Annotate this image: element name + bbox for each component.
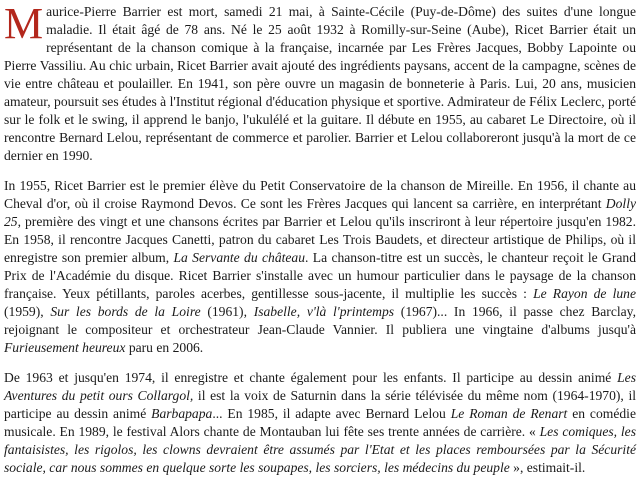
paragraph-1-text: aurice-Pierre Barrier est mort, samedi 21 mai, à Sainte-Cécile (Puy-de-Dôme) des suites d'une longue maladie. Il était âgé de 78 ans. Né le 25 août 1932 à Romilly-sur-Seine (Aube), Ricet Barrier était un représentant de la chanson comique à la française, incarnée par Les Frères Jacques, Bobby Lapointe ou Pierre Vassiliu. Au chic urbain, Ricet Barrier avait ajouté des ingrédients paysans, accent de la campagne, scènes de vie entre château et poulailler. En 1941, son père ouvre un magasin de bonneterie à Paris. Lui, 20 ans, musicien amateur, poursuit ses études à l'Institut régional d'éducation physique et sportive. Admirateur de Félix Leclerc, porté sur le folk et le swing, il apprend le banjo, l'ukulélé et la guitare. Il débute en 1955, au cabaret Le Directoire, où il rencontre Bernard Lelou, représentant de commerce et parolier. Barrier et Lelou collaboreront jusqu'à la mort de ce dernier en 1990.: [4, 4, 636, 163]
italic-title: Furieusement heureux: [4, 340, 126, 355]
italic-title: La Servante du château: [173, 250, 306, 265]
text-run: ... En 1985, il adapte avec Bernard Lelou: [212, 406, 451, 421]
italic-title: Isabelle, v'là l'printemps: [253, 304, 395, 319]
italic-title: Les Aventures du petit ours Collargol,: [4, 370, 636, 403]
paragraph-2: [4, 177, 636, 357]
text-run: . La chanson-titre est un succès, le chanteur reçoit le Grand Prix de l'Académie du disque. Ricet Barrier s'installe avec un humour particulier dans le paysage de la chanson française. Yeux pétillants, paroles acerbes, gentillesse sous-jacente, il multiplie les succès :: [4, 250, 636, 301]
text-run: (1959),: [4, 304, 51, 319]
text-run: il est la voix de Saturnin dans la série télévisée du même nom (1964-1970), il participe au dessin animé: [4, 388, 636, 421]
italic-title: Sur les bords de la Loire: [50, 304, 201, 319]
italic-title: Dolly 25: [4, 196, 636, 229]
italic-title: Le Rayon de lune: [533, 286, 636, 301]
text-run: , première des vingt et une chansons écrites par Barrier et Lelou qu'ils inscriront à leur répertoire jusqu'en 1982. En 1958, il rencontre Jacques Canetti, patron du cabaret Les Trois Baudets, et directeur artistique de Philips, où il enregistre son premier album,: [4, 214, 636, 265]
drop-cap: M: [4, 0, 44, 48]
text-run: (1961),: [200, 304, 254, 319]
text-run: De 1963 et jusqu'en 1974, il enregistre et chante également pour les enfants. Il participe au dessin animé: [4, 370, 618, 385]
text-run: paru en 2006.: [125, 340, 204, 355]
text-run: (1967)... In 1966, il passe chez Barclay, rejoignant le compositeur et orchestrateur Jean-Claude Vannier. Il publiera une vingtaine d'albums jusqu'à: [4, 304, 636, 337]
italic-title: Les comiques, les fantaisistes, les rigolos, les clowns devraient être assumés par l'Etat et les places remboursées par la Sécurité sociale, car nous sommes en quelque sorte les soupapes, les sorciers, les médecins du peuple: [4, 424, 636, 475]
paragraph-1: [4, 0, 636, 165]
text-run: », estimait-il.: [509, 460, 586, 475]
italic-title: Le Roman de Renart: [450, 406, 568, 421]
text-run: In 1955, Ricet Barrier est le premier élève du Petit Conservatoire de la chanson de Mireille. En 1956, il chante au Cheval d'or, où il croise Raymond Devos. Ce sont les Frères Jacques qui lancent sa carrière, en interprétant: [4, 178, 636, 211]
paragraph-3: [4, 369, 636, 477]
text-run: en comédie musicale. En 1989, le festival Alors chante de Montauban lui fête ses trente années de carrière. «: [4, 406, 636, 439]
italic-title: Barbapapa: [151, 406, 213, 421]
